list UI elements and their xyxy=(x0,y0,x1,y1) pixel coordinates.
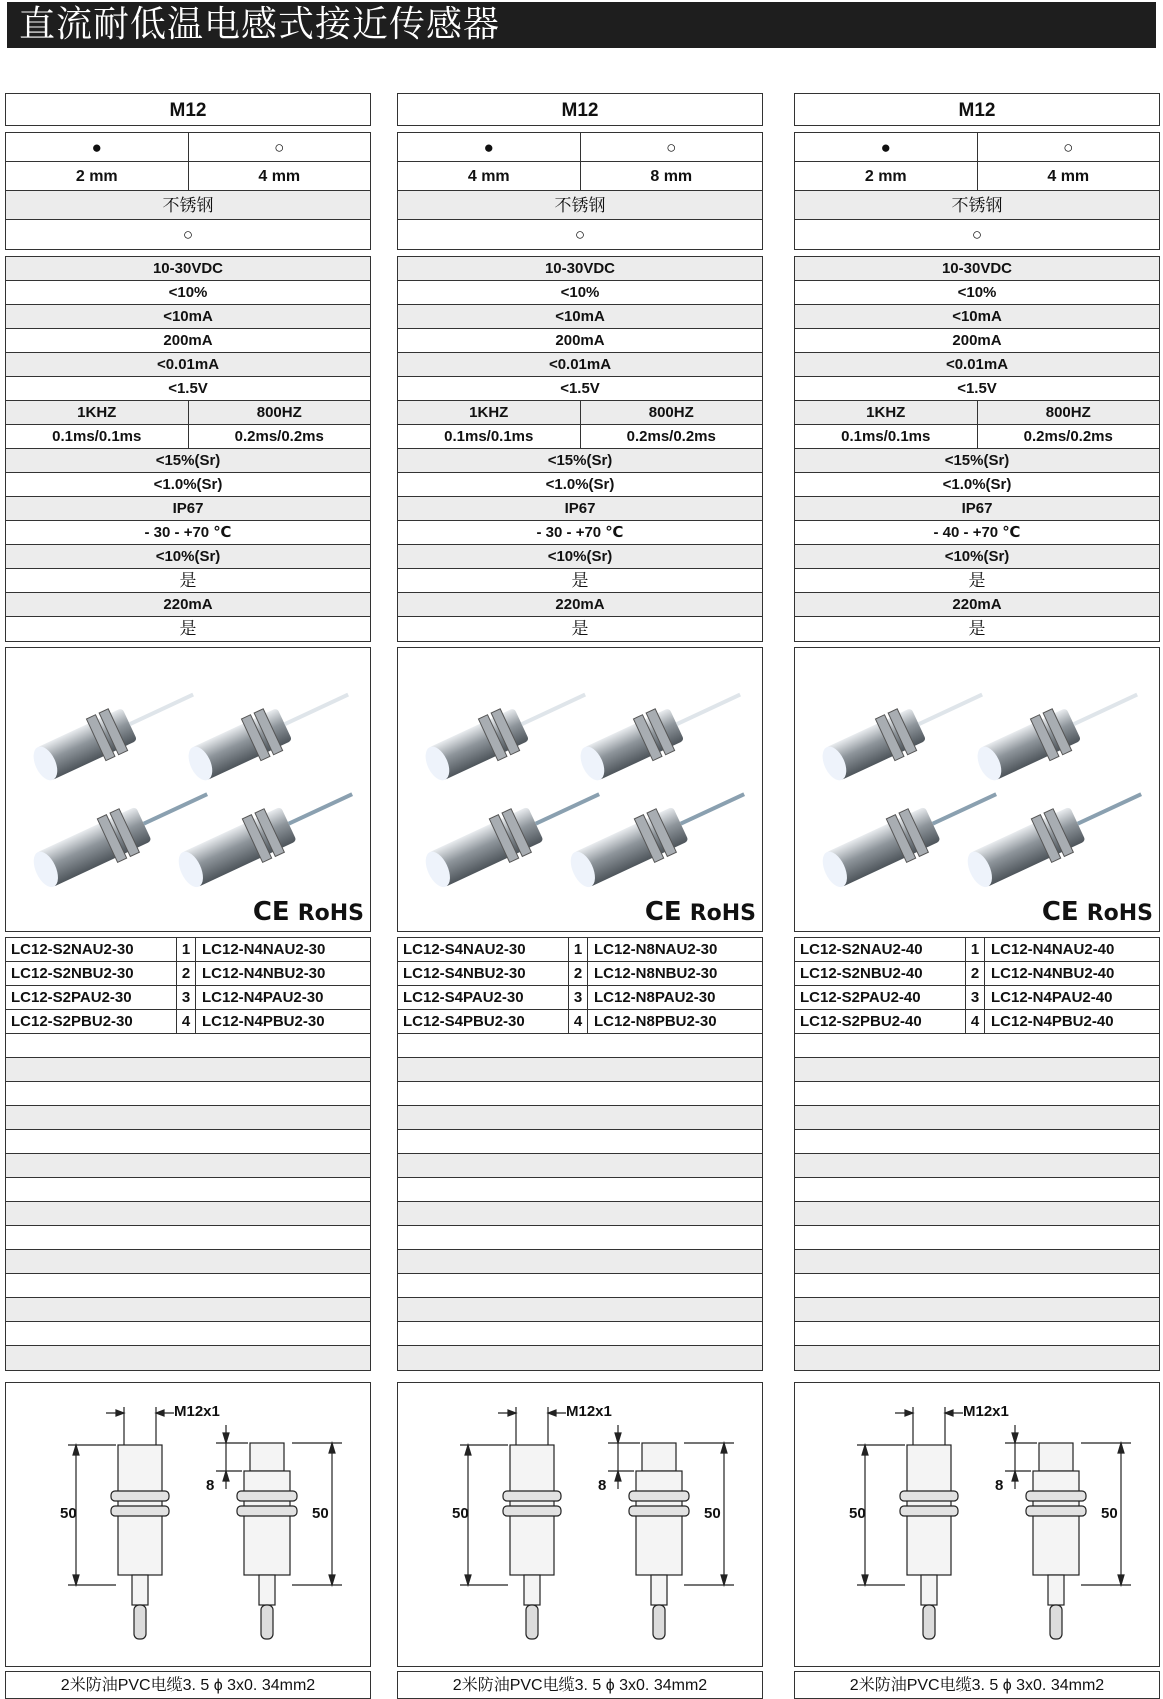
model-nonflush: LC12-N4NAU2-40 xyxy=(991,941,1115,958)
model-flush: LC12-S2PAU2-40 xyxy=(800,989,921,1006)
product-photo xyxy=(5,647,371,932)
spec-time-nonflush: 0.2ms/0.2ms xyxy=(580,425,763,448)
model-index: 1 xyxy=(568,938,588,961)
spec-ripple: <10% xyxy=(168,284,208,301)
blank-row xyxy=(398,1298,762,1322)
dimension-drawing-image xyxy=(6,1383,370,1666)
option-icon: ○ xyxy=(182,225,194,244)
rohs-mark: RoHS xyxy=(1086,901,1153,926)
blank-rows xyxy=(6,1034,370,1370)
flush-distance: 4 mm xyxy=(467,168,510,185)
blank-row xyxy=(398,1250,762,1274)
mount-table xyxy=(397,132,763,250)
blank-row xyxy=(398,1082,762,1106)
material-row xyxy=(398,191,762,220)
thread-label: M12x1 xyxy=(174,1403,220,1420)
blank-row xyxy=(398,1106,762,1130)
blank-row xyxy=(795,1130,1159,1154)
blank-row xyxy=(795,1082,1159,1106)
column-header: M12 xyxy=(794,93,1160,126)
sensor-photo-image xyxy=(795,648,1159,931)
nonflush-distance: 4 mm xyxy=(188,162,371,190)
model-table xyxy=(5,937,371,1371)
spec-hysteresis: <15%(Sr) xyxy=(944,452,1010,469)
cable-spec: 2米防油PVC电缆3. 5 ϕ 3x0. 34mm2 xyxy=(794,1671,1160,1699)
spec-repeatability: <1.0%(Sr) xyxy=(153,476,223,493)
nonflush-distance: 8 mm xyxy=(580,162,763,190)
certification-marks xyxy=(253,897,364,927)
spec-current: <10mA xyxy=(952,308,1002,325)
model-row xyxy=(398,962,762,986)
flush-distance: 2 mm xyxy=(75,168,118,185)
model-nonflush: LC12-N8PAU2-30 xyxy=(594,989,716,1006)
spec-short-protect: 是 xyxy=(968,571,986,590)
column-header: M12 xyxy=(397,93,763,126)
spec-time-flush: 0.1ms/0.1ms xyxy=(841,428,931,445)
model-nonflush: LC12-N4NBU2-40 xyxy=(991,965,1115,982)
flush-mount-icon: ● xyxy=(91,138,102,157)
model-index: 2 xyxy=(965,962,985,985)
distance-row xyxy=(6,162,370,191)
length-right-label: 50 xyxy=(1101,1505,1118,1522)
spec-load: 200mA xyxy=(163,332,213,349)
spec-peak: 220mA xyxy=(163,596,213,613)
model-nonflush: LC12-N4PAU2-30 xyxy=(202,989,324,1006)
ce-mark: CE xyxy=(1041,897,1079,927)
model-nonflush: LC12-N8NBU2-30 xyxy=(594,965,718,982)
distance-row xyxy=(398,162,762,191)
model-row xyxy=(398,1010,762,1034)
option-icon: ○ xyxy=(971,225,983,244)
ce-mark: CE xyxy=(252,897,290,927)
dimension-drawing xyxy=(794,1382,1160,1667)
thread-label: M12x1 xyxy=(566,1403,612,1420)
spec-short-protect: 是 xyxy=(571,571,589,590)
spec-repeatability: <1.0%(Sr) xyxy=(942,476,1012,493)
rohs-mark: RoHS xyxy=(689,901,756,926)
spec-time-nonflush: 0.2ms/0.2ms xyxy=(977,425,1160,448)
material-value: 不锈钢 xyxy=(951,196,1003,215)
spec-reverse-protect: 是 xyxy=(571,619,589,638)
dimension-drawing-image xyxy=(398,1383,762,1666)
spec-voltage: 10-30VDC xyxy=(544,260,616,277)
spec-ripple: <10% xyxy=(560,284,600,301)
model-row xyxy=(6,1010,370,1034)
spec-protection: IP67 xyxy=(564,500,596,517)
spec-freq-flush: 1KHZ xyxy=(77,404,117,421)
model-row xyxy=(6,986,370,1010)
spec-temperature: - 30 - +70 ℃ xyxy=(536,524,624,541)
blank-row xyxy=(398,1058,762,1082)
blank-row xyxy=(6,1250,370,1274)
model-row xyxy=(6,938,370,962)
model-flush: LC12-S4NBU2-30 xyxy=(403,965,526,982)
blank-row xyxy=(6,1202,370,1226)
model-index: 3 xyxy=(568,986,588,1009)
model-index: 1 xyxy=(965,938,985,961)
dimension-drawing-image xyxy=(795,1383,1159,1666)
spec-protection: IP67 xyxy=(172,500,204,517)
nonflush-mount-icon: ○ xyxy=(580,133,763,161)
mount-row xyxy=(795,133,1159,162)
material-row xyxy=(6,191,370,220)
model-flush: LC12-S2NBU2-30 xyxy=(11,965,134,982)
mount-row xyxy=(398,133,762,162)
mount-table xyxy=(5,132,371,250)
cap-length-label: 8 xyxy=(206,1477,215,1494)
spec-table xyxy=(5,256,371,642)
blank-row xyxy=(795,1250,1159,1274)
option-icon: ○ xyxy=(574,225,586,244)
model-index: 1 xyxy=(176,938,196,961)
spec-freq-nonflush: 800HZ xyxy=(188,401,371,424)
model-nonflush: LC12-N4PAU2-40 xyxy=(991,989,1113,1006)
blank-row xyxy=(398,1178,762,1202)
spec-leakage: <0.01mA xyxy=(945,356,1009,373)
mount-table xyxy=(794,132,1160,250)
blank-row xyxy=(398,1274,762,1298)
flush-mount-icon: ● xyxy=(483,138,494,157)
sensor-photo-image xyxy=(6,648,370,931)
model-nonflush: LC12-N8NAU2-30 xyxy=(594,941,718,958)
model-index: 4 xyxy=(176,1010,196,1033)
cap-length-label: 8 xyxy=(598,1477,607,1494)
spec-time-flush: 0.1ms/0.1ms xyxy=(444,428,534,445)
model-flush: LC12-S4PAU2-30 xyxy=(403,989,524,1006)
blank-row xyxy=(398,1130,762,1154)
model-index: 3 xyxy=(176,986,196,1009)
blank-row xyxy=(6,1034,370,1058)
model-nonflush: LC12-N4PBU2-40 xyxy=(991,1013,1114,1030)
spec-reverse-protect: 是 xyxy=(179,619,197,638)
option-row xyxy=(795,220,1159,249)
model-row xyxy=(6,962,370,986)
product-photo xyxy=(794,647,1160,932)
length-left-label: 50 xyxy=(452,1505,469,1522)
certification-marks xyxy=(645,897,756,927)
blank-row xyxy=(795,1346,1159,1370)
spec-current: <10mA xyxy=(555,308,605,325)
blank-row xyxy=(6,1298,370,1322)
material-value: 不锈钢 xyxy=(554,196,606,215)
blank-rows xyxy=(398,1034,762,1370)
blank-row xyxy=(6,1058,370,1082)
spec-temperature: - 30 - +70 ℃ xyxy=(144,524,232,541)
blank-row xyxy=(398,1154,762,1178)
material-row xyxy=(795,191,1159,220)
nonflush-mount-icon: ○ xyxy=(188,133,371,161)
distance-row xyxy=(795,162,1159,191)
blank-row xyxy=(6,1322,370,1346)
model-nonflush: LC12-N4NBU2-30 xyxy=(202,965,326,982)
option-row xyxy=(6,220,370,249)
cable-spec: 2米防油PVC电缆3. 5 ϕ 3x0. 34mm2 xyxy=(397,1671,763,1699)
model-row xyxy=(398,986,762,1010)
model-flush: LC12-S4PBU2-30 xyxy=(403,1013,525,1030)
blank-row xyxy=(795,1034,1159,1058)
spec-repeatability: <1.0%(Sr) xyxy=(545,476,615,493)
spec-peak: 220mA xyxy=(555,596,605,613)
spec-drift: <10%(Sr) xyxy=(155,548,221,565)
blank-row xyxy=(795,1322,1159,1346)
model-nonflush: LC12-N4PBU2-30 xyxy=(202,1013,325,1030)
blank-row xyxy=(795,1154,1159,1178)
blank-row xyxy=(6,1178,370,1202)
cable-spec: 2米防油PVC电缆3. 5 ϕ 3x0. 34mm2 xyxy=(5,1671,371,1699)
spec-drift: <10%(Sr) xyxy=(944,548,1010,565)
model-index: 2 xyxy=(568,962,588,985)
blank-row xyxy=(795,1202,1159,1226)
blank-row xyxy=(795,1274,1159,1298)
column-header: M12 xyxy=(5,93,371,126)
model-row xyxy=(398,938,762,962)
spec-freq-nonflush: 800HZ xyxy=(977,401,1160,424)
nonflush-mount-icon: ○ xyxy=(977,133,1160,161)
blank-row xyxy=(6,1346,370,1370)
spec-peak: 220mA xyxy=(952,596,1002,613)
spec-table xyxy=(397,256,763,642)
spec-protection: IP67 xyxy=(961,500,993,517)
page-title: 直流耐低温电感式接近传感器 xyxy=(7,2,1156,48)
blank-row xyxy=(6,1130,370,1154)
model-row xyxy=(795,938,1159,962)
flush-mount-icon: ● xyxy=(880,138,891,157)
spec-reverse-protect: 是 xyxy=(968,619,986,638)
model-table xyxy=(794,937,1160,1371)
spec-drift: <10%(Sr) xyxy=(547,548,613,565)
model-flush: LC12-S2NAU2-40 xyxy=(800,941,923,958)
blank-row xyxy=(6,1106,370,1130)
length-right-label: 50 xyxy=(704,1505,721,1522)
model-table xyxy=(397,937,763,1371)
flush-distance: 2 mm xyxy=(864,168,907,185)
spec-hysteresis: <15%(Sr) xyxy=(547,452,613,469)
spec-table xyxy=(794,256,1160,642)
spec-current: <10mA xyxy=(163,308,213,325)
spec-drop: <1.5V xyxy=(957,380,997,397)
model-flush: LC12-S4NAU2-30 xyxy=(403,941,526,958)
dimension-drawing xyxy=(397,1382,763,1667)
cap-length-label: 8 xyxy=(995,1477,1004,1494)
spec-short-protect: 是 xyxy=(179,571,197,590)
blank-row xyxy=(795,1178,1159,1202)
model-flush: LC12-S2NAU2-30 xyxy=(11,941,134,958)
model-row xyxy=(795,962,1159,986)
thread-label: M12x1 xyxy=(963,1403,1009,1420)
blank-row xyxy=(6,1082,370,1106)
model-index: 3 xyxy=(965,986,985,1009)
spec-time-nonflush: 0.2ms/0.2ms xyxy=(188,425,371,448)
sensor-photo-image xyxy=(398,648,762,931)
blank-rows xyxy=(795,1034,1159,1370)
blank-row xyxy=(795,1298,1159,1322)
model-flush: LC12-S2NBU2-40 xyxy=(800,965,923,982)
ce-mark: CE xyxy=(644,897,682,927)
blank-row xyxy=(795,1106,1159,1130)
model-flush: LC12-S2PBU2-30 xyxy=(11,1013,133,1030)
model-flush: LC12-S2PAU2-30 xyxy=(11,989,132,1006)
spec-hysteresis: <15%(Sr) xyxy=(155,452,221,469)
spec-freq-nonflush: 800HZ xyxy=(580,401,763,424)
spec-drop: <1.5V xyxy=(168,380,208,397)
spec-load: 200mA xyxy=(952,332,1002,349)
nonflush-distance: 4 mm xyxy=(977,162,1160,190)
length-left-label: 50 xyxy=(849,1505,866,1522)
blank-row xyxy=(6,1226,370,1250)
model-nonflush: LC12-N4NAU2-30 xyxy=(202,941,326,958)
mount-row xyxy=(6,133,370,162)
length-right-label: 50 xyxy=(312,1505,329,1522)
material-value: 不锈钢 xyxy=(162,196,214,215)
spec-voltage: 10-30VDC xyxy=(941,260,1013,277)
dimension-drawing xyxy=(5,1382,371,1667)
blank-row xyxy=(398,1202,762,1226)
model-row xyxy=(795,1010,1159,1034)
spec-leakage: <0.01mA xyxy=(548,356,612,373)
spec-load: 200mA xyxy=(555,332,605,349)
spec-drop: <1.5V xyxy=(560,380,600,397)
blank-row xyxy=(398,1322,762,1346)
model-index: 4 xyxy=(965,1010,985,1033)
model-nonflush: LC12-N8PBU2-30 xyxy=(594,1013,717,1030)
blank-row xyxy=(795,1226,1159,1250)
blank-row xyxy=(6,1154,370,1178)
blank-row xyxy=(398,1346,762,1370)
option-row xyxy=(398,220,762,249)
certification-marks xyxy=(1042,897,1153,927)
model-index: 4 xyxy=(568,1010,588,1033)
spec-ripple: <10% xyxy=(957,284,997,301)
model-row xyxy=(795,986,1159,1010)
length-left-label: 50 xyxy=(60,1505,77,1522)
spec-time-flush: 0.1ms/0.1ms xyxy=(52,428,142,445)
spec-freq-flush: 1KHZ xyxy=(866,404,906,421)
product-column xyxy=(5,93,371,1699)
spec-freq-flush: 1KHZ xyxy=(469,404,509,421)
model-index: 2 xyxy=(176,962,196,985)
spec-leakage: <0.01mA xyxy=(156,356,220,373)
product-photo xyxy=(397,647,763,932)
blank-row xyxy=(6,1274,370,1298)
product-column xyxy=(794,93,1160,1699)
blank-row xyxy=(398,1034,762,1058)
spec-temperature: - 40 - +70 ℃ xyxy=(933,524,1021,541)
model-flush: LC12-S2PBU2-40 xyxy=(800,1013,922,1030)
blank-row xyxy=(398,1226,762,1250)
rohs-mark: RoHS xyxy=(297,901,364,926)
blank-row xyxy=(795,1058,1159,1082)
product-column xyxy=(397,93,763,1699)
spec-voltage: 10-30VDC xyxy=(152,260,224,277)
